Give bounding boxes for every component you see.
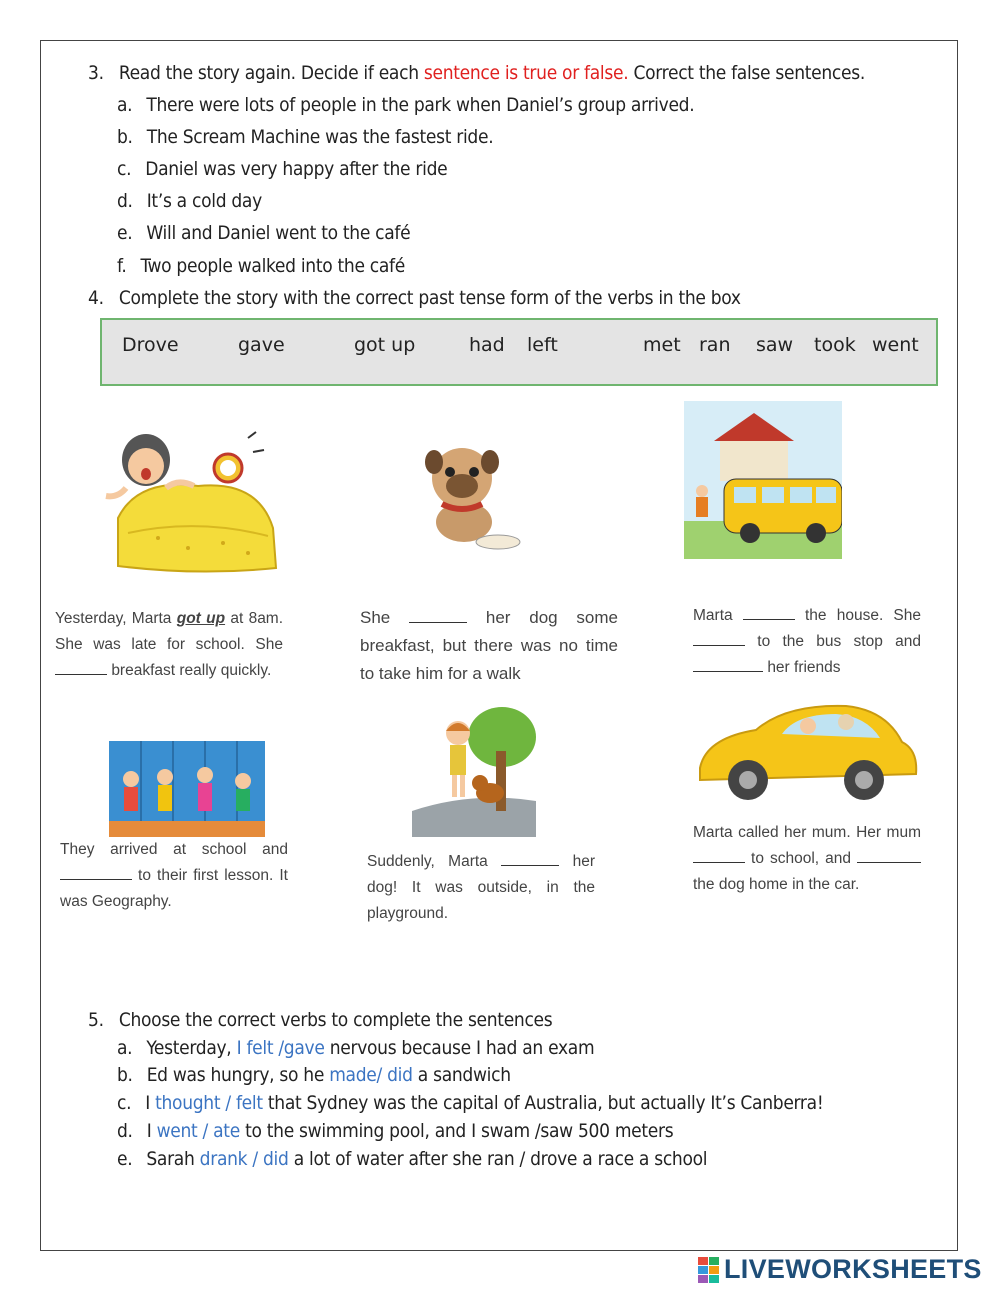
q3-item-text: There were lots of people in the park when Daniel’s group arrived. xyxy=(146,94,695,116)
blank-1[interactable] xyxy=(55,660,107,675)
q3-item-text: It’s a cold day xyxy=(146,190,262,212)
panel-6-part-b: to school, and xyxy=(751,850,851,867)
q4-number: 4. xyxy=(88,287,104,309)
q3-item-letter: e. xyxy=(117,222,133,244)
q5-item-before: Yesterday, xyxy=(146,1037,232,1059)
q3-item-letter: a. xyxy=(117,94,133,116)
blank-6[interactable] xyxy=(60,865,132,880)
panel-1-part-b: at 8am. She was late for school. She xyxy=(55,610,284,653)
panel-4-part-a: They arrived at school and xyxy=(60,841,288,858)
q3-item-letter: c. xyxy=(117,158,132,180)
blank-8[interactable] xyxy=(693,848,745,863)
panel-6-part-c: the dog home in the car. xyxy=(693,876,860,893)
school-bus-image xyxy=(684,401,842,559)
q5-item-after: that Sydney was the capital of Australia, but actually It’s Canberra! xyxy=(267,1092,824,1114)
q3-text-red: sentence is true or false. xyxy=(423,62,629,84)
panel-2-text xyxy=(360,604,618,688)
panel-2-part-a: She xyxy=(360,608,391,627)
girl-with-dog-image xyxy=(412,701,536,837)
q5-choice-d[interactable]: went / ate xyxy=(156,1120,240,1142)
panel-5-text xyxy=(367,849,595,927)
verb-word: gave xyxy=(238,334,285,356)
blank-3[interactable] xyxy=(743,605,795,620)
verb-word: took xyxy=(814,334,856,356)
blank-5[interactable] xyxy=(693,657,763,672)
q5-item-letter: a. xyxy=(117,1037,133,1059)
q5-item-d xyxy=(117,1119,673,1143)
q3-item-letter: f. xyxy=(117,255,127,277)
q5-choice-c[interactable]: thought / felt xyxy=(155,1092,263,1114)
q5-item-before: I xyxy=(145,1092,150,1114)
q5-item-after: a lot of water after she ran / drove a race a school xyxy=(293,1148,708,1170)
q5-item-before: Ed was hungry, so he xyxy=(146,1064,325,1086)
q3-item-letter: d. xyxy=(117,190,133,212)
panel-3-part-a: Marta xyxy=(693,607,733,624)
q3-item-a xyxy=(117,93,694,117)
blank-7[interactable] xyxy=(501,851,559,866)
verb-word: Drove xyxy=(122,334,179,356)
q3-item-f xyxy=(117,254,405,278)
blank-2[interactable] xyxy=(409,608,467,623)
yellow-car-image xyxy=(696,698,922,806)
panel-3-text xyxy=(693,603,921,681)
q5-item-a xyxy=(117,1036,594,1060)
panel-6-text xyxy=(693,820,921,898)
q5-choice-e[interactable]: drank / did xyxy=(199,1148,289,1170)
q5-number: 5. xyxy=(88,1009,104,1031)
panel-6-part-a: Marta called her mum. Her mum xyxy=(693,824,921,841)
q5-item-after: to the swimming pool, and I swam /saw 500 meters xyxy=(245,1120,674,1142)
verb-word: went xyxy=(872,334,919,356)
verb-box xyxy=(100,318,938,386)
q5-item-e xyxy=(117,1147,707,1171)
panel-5-part-b: her dog! It was outside, in the playground. xyxy=(367,853,595,922)
blank-4[interactable] xyxy=(693,631,745,646)
q3-item-b xyxy=(117,125,493,149)
q5-item-b xyxy=(117,1063,511,1087)
dog-image xyxy=(420,440,524,556)
q3-item-e xyxy=(117,221,410,245)
q5-item-letter: d. xyxy=(117,1120,133,1142)
q3-item-text: The Scream Machine was the fastest ride. xyxy=(146,126,494,148)
panel-3-part-c: to the bus stop and xyxy=(757,633,921,650)
panel-4-part-b: to their first lesson. It was Geography. xyxy=(60,867,288,910)
q3-item-d xyxy=(117,189,262,213)
q4-instruction xyxy=(88,286,741,310)
panel-5-part-a: Suddenly, Marta xyxy=(367,853,488,870)
q5-item-letter: e. xyxy=(117,1148,133,1170)
q3-item-letter: b. xyxy=(117,126,133,148)
q3-text-before: Read the story again. Decide if each xyxy=(118,62,419,84)
liveworksheets-logo-text: LIVEWORKSHEETS xyxy=(724,1254,982,1284)
q5-instruction xyxy=(88,1008,552,1032)
q5-choice-a[interactable]: I felt /gave xyxy=(236,1037,325,1059)
verb-word: met xyxy=(643,334,681,356)
q5-item-before: Sarah xyxy=(146,1148,195,1170)
q5-item-after: a sandwich xyxy=(417,1064,511,1086)
q5-item-c xyxy=(117,1091,823,1115)
q3-number: 3. xyxy=(88,62,104,84)
panel-3-part-d: her friends xyxy=(767,659,841,676)
panel-1-part-a: Yesterday, Marta xyxy=(55,610,172,627)
q5-choice-b[interactable]: made/ did xyxy=(329,1064,413,1086)
verb-word: had xyxy=(469,334,505,356)
panel-4-text xyxy=(60,837,288,915)
q5-text: Choose the correct verbs to complete the sentences xyxy=(118,1009,553,1031)
q5-item-letter: b. xyxy=(117,1064,133,1086)
panel-1-part-c: breakfast really quickly. xyxy=(111,662,272,679)
q5-item-letter: c. xyxy=(117,1092,132,1114)
verb-word: saw xyxy=(756,334,794,356)
girl-waking-up-image xyxy=(98,408,280,578)
verb-word: got up xyxy=(354,334,416,356)
blank-9[interactable] xyxy=(857,848,921,863)
q3-instruction xyxy=(88,61,865,85)
school-kids-image xyxy=(109,741,265,837)
q5-item-before: I xyxy=(146,1120,152,1142)
liveworksheets-logo-icon xyxy=(698,1257,720,1285)
panel-2-part-b: her dog some breakfast, but there was no time to take him for a walk xyxy=(360,608,618,683)
panel-3-part-b: the house. She xyxy=(805,607,922,624)
q3-item-text: Two people walked into the café xyxy=(140,255,405,277)
q3-item-c xyxy=(117,157,447,181)
verb-word: left xyxy=(527,334,558,356)
panel-1-text xyxy=(55,606,283,684)
q5-item-after: nervous because I had an exam xyxy=(329,1037,595,1059)
verb-word: ran xyxy=(699,334,731,356)
q3-item-text: Will and Daniel went to the café xyxy=(146,222,411,244)
q3-item-text: Daniel was very happy after the ride xyxy=(145,158,448,180)
q4-text: Complete the story with the correct past tense form of the verbs in the box xyxy=(118,287,741,309)
answer-got-up[interactable]: got up xyxy=(176,610,226,627)
q3-text-after: Correct the false sentences. xyxy=(633,62,865,84)
